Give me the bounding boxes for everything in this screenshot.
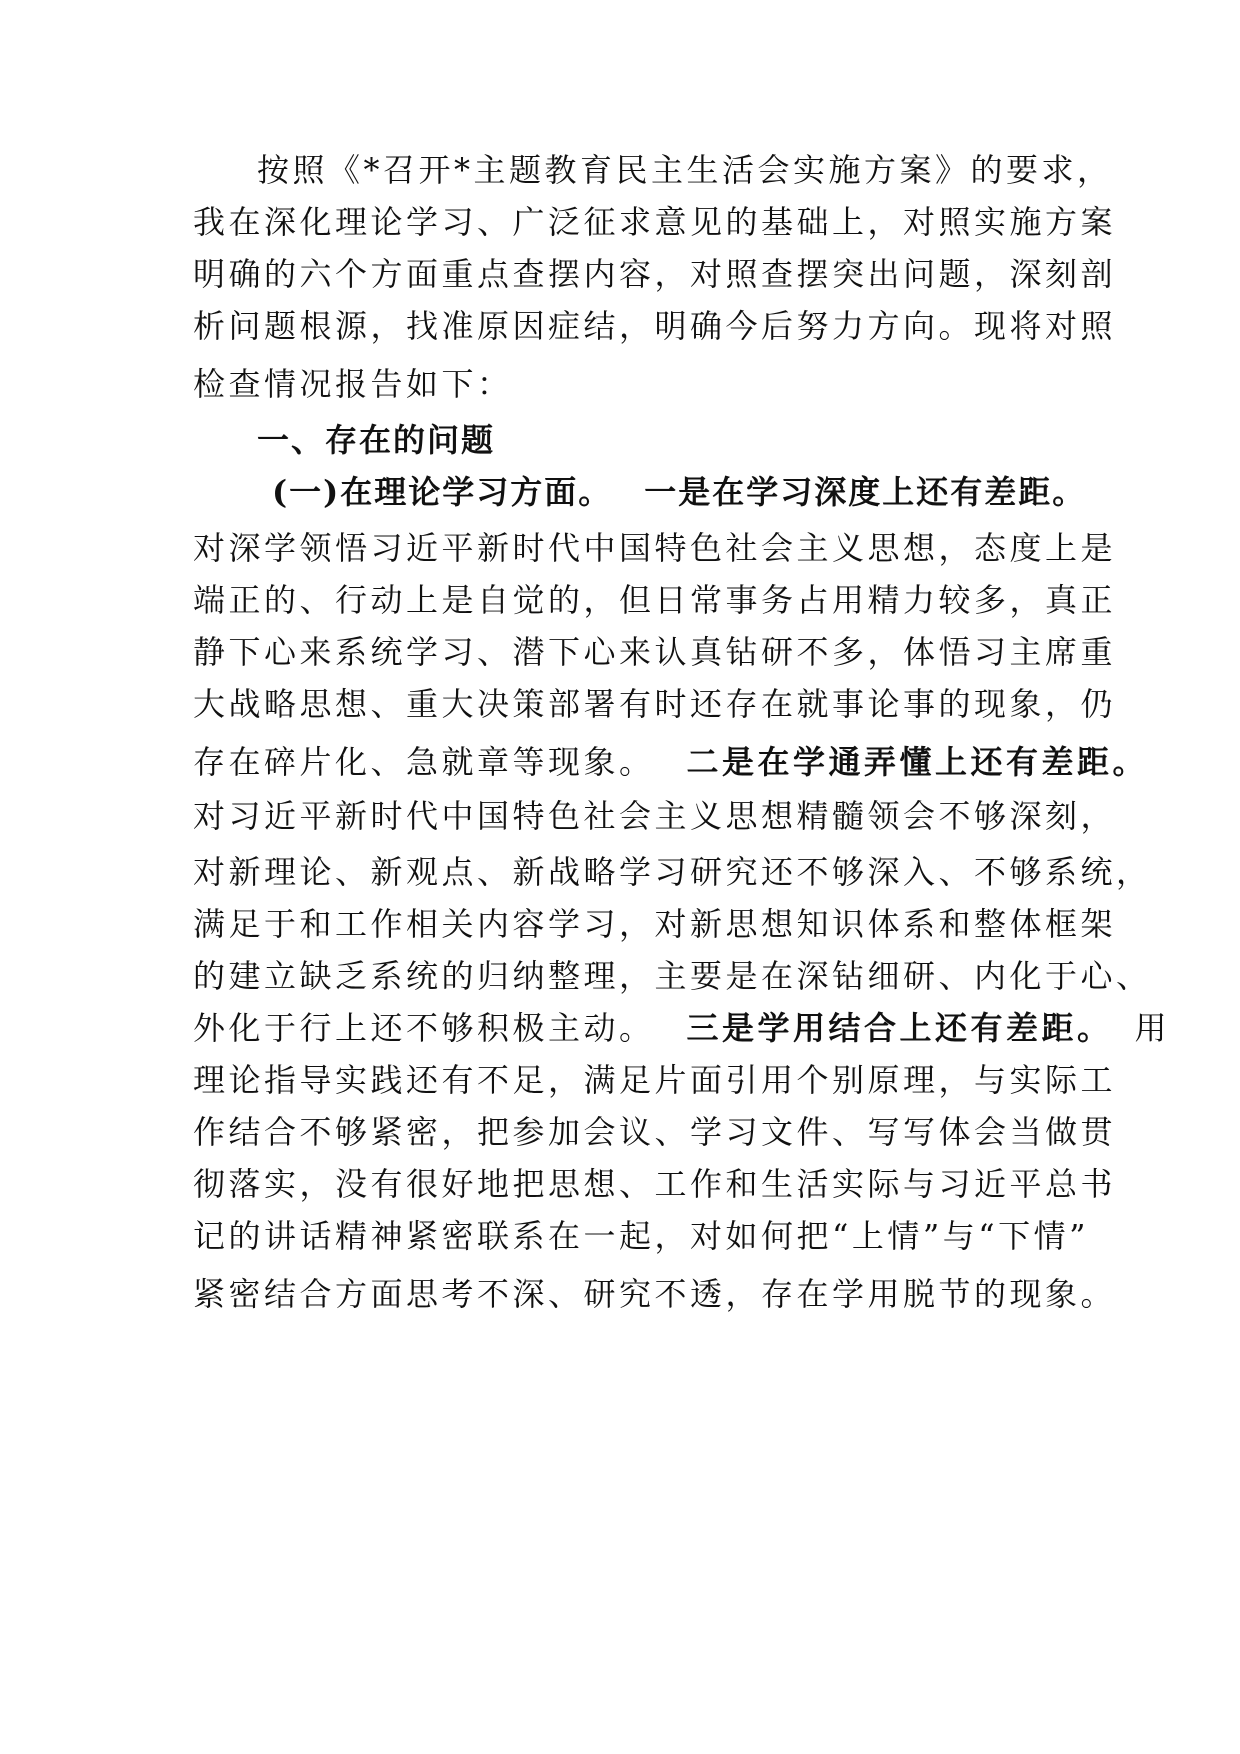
- point-1-line-3: 静下心来系统学习、潜下心来认真钻研不多，体悟习主席重: [193, 633, 1117, 671]
- intro-line-2: 我在深化理论学习、广泛征求意见的基础上，对照实施方案: [193, 203, 1117, 241]
- point-3-line-3: 彻落实，没有很好地把思想、工作和生活实际与习近平总书: [193, 1165, 1117, 1203]
- point-1-title: 一是在学习深度上还有差距。: [644, 473, 1087, 511]
- point-1-line-4: 大战略思想、重大决策部署有时还存在就事论事的现象，仍: [193, 685, 1117, 723]
- point-1-tail: 存在碎片化、急就章等现象。: [193, 743, 655, 781]
- intro-line-1: 按照《*召开*主题教育民主生活会实施方案》的要求，: [257, 151, 1113, 189]
- point-1-tail-row: [193, 742, 1149, 782]
- point-1-line-2: 端正的、行动上是自觉的，但日常事务占用精力较多，真正: [193, 581, 1117, 619]
- point-3-line-1: 理论指导实践还有不足，满足片面引用个别原理，与实际工: [193, 1061, 1117, 1099]
- point-2-tail: 外化于行上还不够积极主动。: [193, 1009, 655, 1047]
- point-2-line-2: 对新理论、新观点、新战略学习研究还不够深入、不够系统，: [193, 853, 1152, 891]
- point-2-tail-row: [193, 1008, 1171, 1048]
- point-3-lead: 用: [1134, 1009, 1171, 1047]
- point-3-title: 三是学用结合上还有差距。: [686, 1009, 1113, 1047]
- point-3-line-5: 紧密结合方面思考不深、研究不透，存在学用脱节的现象。: [193, 1275, 1117, 1313]
- section-heading: 一、存在的问题: [257, 421, 496, 459]
- subsection-heading-row: [272, 472, 1142, 512]
- intro-line-5: 检查情况报告如下：: [193, 365, 513, 403]
- intro-line-3: 明确的六个方面重点查摆内容，对照查摆突出问题，深刻剖: [193, 255, 1117, 293]
- point-1-line-1: 对深学领悟习近平新时代中国特色社会主义思想，态度上是: [193, 529, 1117, 567]
- intro-line-4: 析问题根源，找准原因症结，明确今后努力方向。现将对照: [193, 307, 1117, 345]
- subsection-title: (一)在理论学习方面。: [272, 473, 613, 511]
- point-2-line-1: 对习近平新时代中国特色社会主义思想精髓领会不够深刻，: [193, 797, 1117, 835]
- point-2-line-3: 满足于和工作相关内容学习，对新思想知识体系和整体框架: [193, 905, 1117, 943]
- point-3-line-2: 作结合不够紧密，把参加会议、学习文件、写写体会当做贯: [193, 1113, 1117, 1151]
- point-3-line-4: 记的讲话精神紧密联系在一起，对如何把“上情”与“下情”: [193, 1217, 1089, 1255]
- point-2-line-4: 的建立缺乏系统的归纳整理，主要是在深钻细研、内化于心、: [193, 957, 1152, 995]
- point-2-title: 二是在学通弄懂上还有差距。: [686, 743, 1149, 781]
